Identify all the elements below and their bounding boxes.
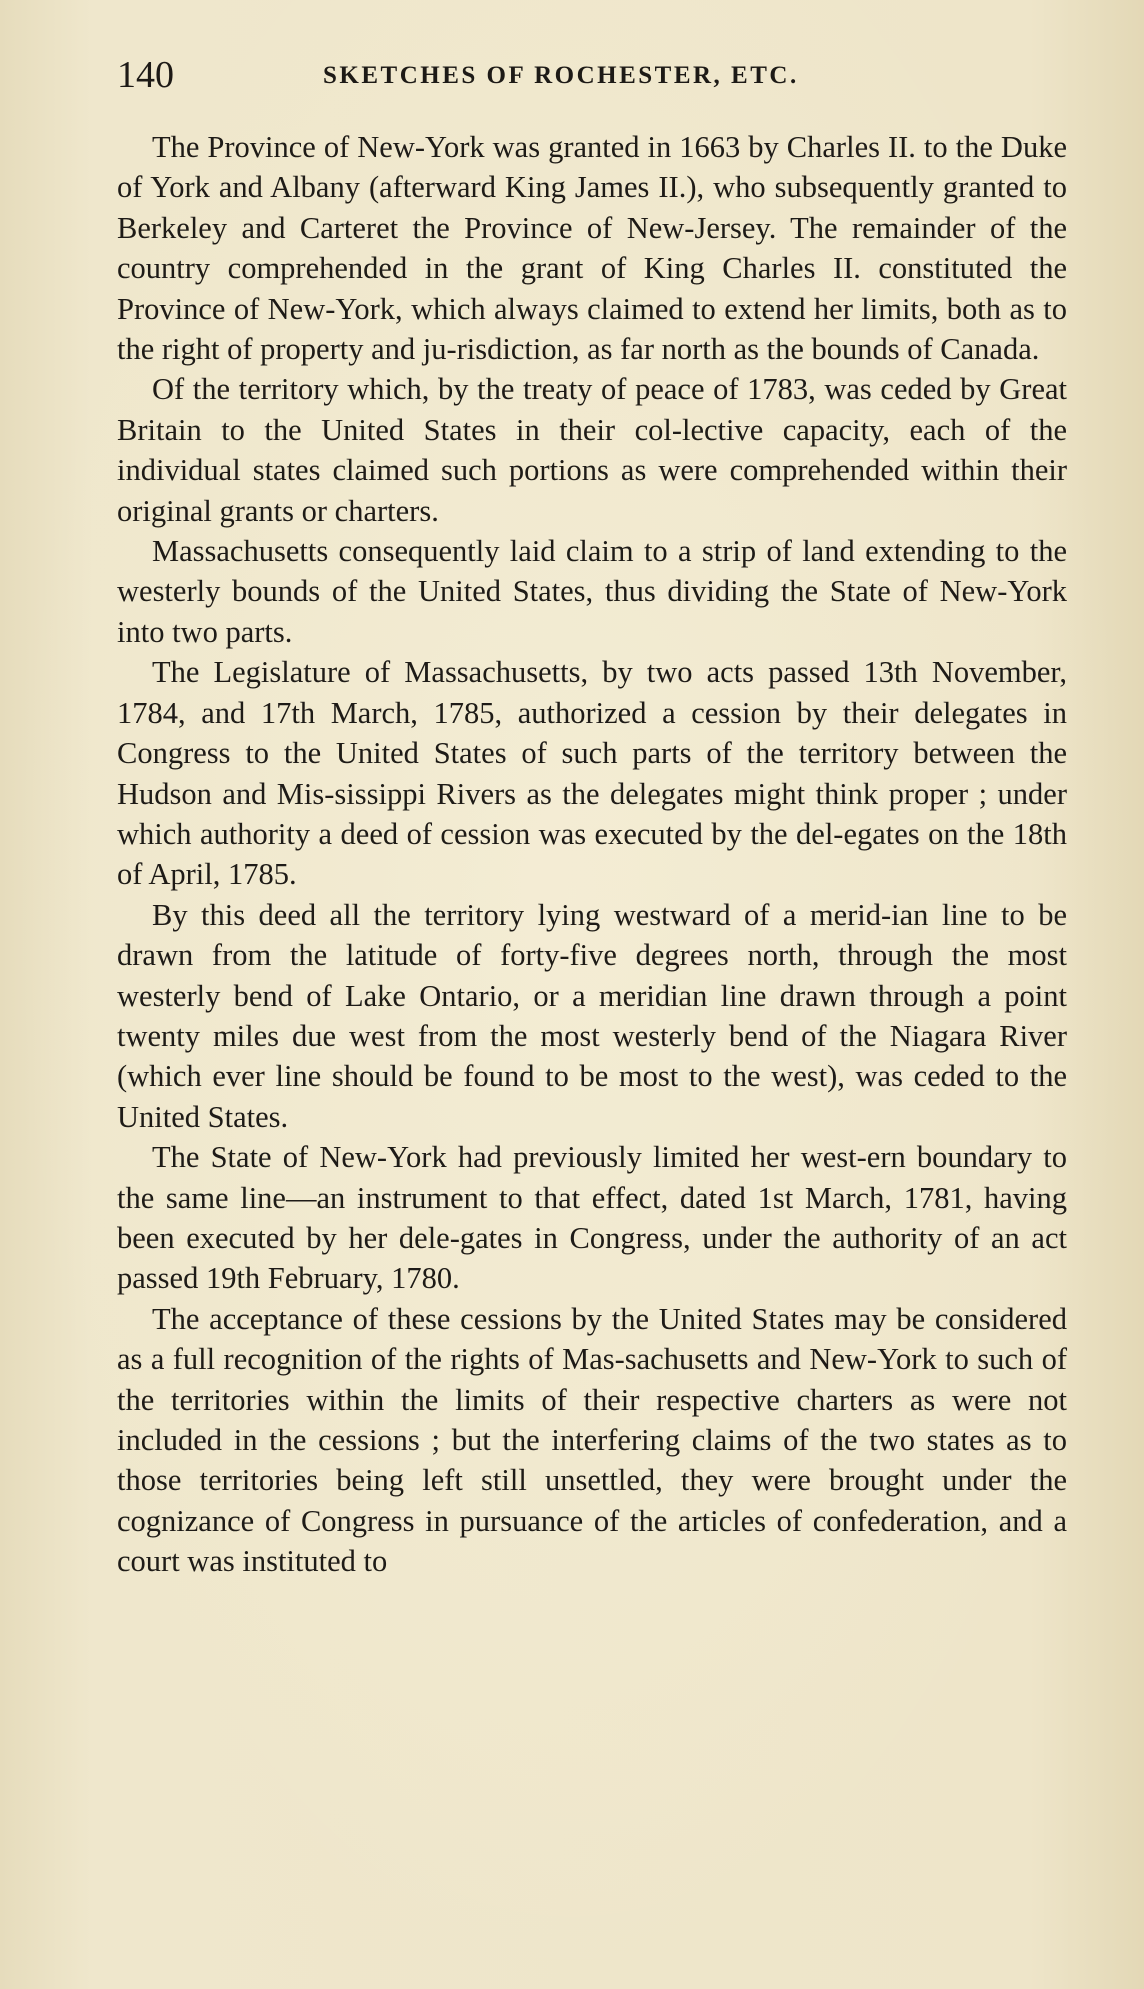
paragraph: By this deed all the territory lying westward of a merid-ian line to be drawn from the latitude of forty-five degrees north, through the most westerly bend of Lake Ontario, or a meridian line drawn through a point twenty miles due west from the most westerly bend of the Niagara River (which ever line should be found to be most to the west), was ceded to the United States.	[117, 897, 1067, 1134]
page-header	[117, 50, 1077, 100]
paragraph: Of the territory which, by the treaty of peace of 1783, was ceded by Great Britain to the United States in their col-lective capacity, each of the individual states claimed such portions as were comprehended within their original grants or charters.	[117, 372, 1067, 528]
paragraph: The Province of New-York was granted in 1663 by Charles II. to the Duke of York and Albany (afterward King James II.), who subsequently granted to Berkeley and Carteret the Province of New-Jersey. The remainder of the country comprehended in the grant of King Charles II. constituted the Province of New-York, which always claimed to extend her limits, both as to the right of property and ju-risdiction, as far north as the bounds of Canada.	[117, 130, 1067, 367]
running-head: SKETCHES OF ROCHESTER, ETC.	[323, 62, 799, 89]
paragraph: The acceptance of these cessions by the United States may be considered as a full recognition of the rights of Mas-sachusetts and New-York to such of the territories within the limits of their respective charters as were not included in the cessions ; but the interfering claims of the two states as to those territories being left still unsettled, they were brought under the cognizance of Congress in pursuance of the articles of confederation, and a court was instituted to	[117, 1301, 1067, 1579]
page-number: 140	[117, 54, 174, 96]
paragraph: The State of New-York had previously limited her west-ern boundary to the same line—an instrument to that effect, dated 1st March, 1781, having been executed by her dele-gates in Congress, under the authority of an act passed 19th February, 1780.	[117, 1140, 1067, 1296]
body-text	[117, 127, 1067, 1582]
paragraph: Massachusetts consequently laid claim to a strip of land extending to the westerly bounds of the United States, thus dividing the State of New-York into two parts.	[117, 534, 1067, 649]
paragraph: The Legislature of Massachusetts, by two acts passed 13th November, 1784, and 17th March, 1785, authorized a cession by their delegates in Congress to the United States of such parts of the territory between the Hudson and Mis-sissippi Rivers as the delegates might think proper ; under which authority a deed of cession was executed by the del-egates on the 18th of April, 1785.	[117, 655, 1067, 892]
